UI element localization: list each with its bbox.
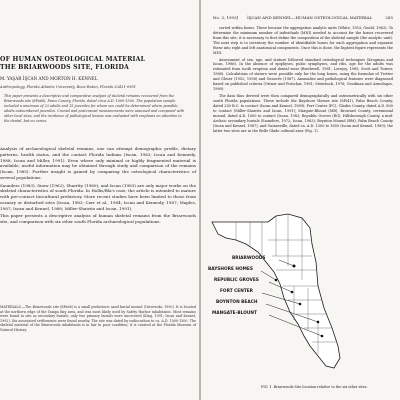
author-line: M. YAŞAR İŞCAN AND MORTON H. KENNEL xyxy=(0,76,98,81)
figure-caption: FIG. 1. Briarwoods Site location relative to the six other sites. xyxy=(261,385,368,389)
page-number: 285 xyxy=(385,15,393,20)
site-point-bayshore xyxy=(275,279,278,282)
body-paragraph: Analysis of archaeological skeletal remains, one can attempt demographic profile, dietary patterns, health status, and the contact Florida Indians (Iscan, 1983; Iscan and Kennedy, 1988; Iscan and Miller, 1991). Even where only minimal or highly fragmented material is available, useful information may be obtained through study and comparison of the remains (Iscan, 1985). Further insight is gained by comparing the osteological characteristics of several populations. xyxy=(0,146,196,180)
site-point-republic xyxy=(291,291,294,294)
article-title-line-2: THE BRIARWOODS SITE, FLORIDA xyxy=(0,64,130,71)
label-margate-blount: MANGATE-BLOUNT xyxy=(212,311,257,316)
site-point-margate xyxy=(321,335,324,338)
florida-map-svg xyxy=(206,200,400,375)
article-title-line-1: OF HUMAN OSTEOLOGICAL MATERIAL xyxy=(0,56,146,63)
body-paragraph: Assessment of sex, age, and stature followed standard osteological techniques (Krogman and Iscan, 1986). In the absence of epiphyses, pubic symphyses, and ribs, age for the adults was estimated from tooth eruption and dental wear (Brothwell, 1981; Lovejoy, 1985; Scott and Turner, 1988). Calculations of stature were possible only for the long bones, using the formulae of Trotter and Gleser (1952; 1958) and Genovés (1967). Anomalies and pathological features were diagnosed based on published criteria (Ortner and Putschar, 1981; Steinbock, 1976; Goodman and Armelagos, 1989). xyxy=(213,57,393,92)
left-body-text xyxy=(0,146,196,227)
site-point-boynton xyxy=(317,321,320,324)
body-paragraph: The data thus derived were then compared demographically and osteometrically with six other south Florida populations. These include the Bayshore Homes site (8Pi41), Palm Beach County, dated 250 B.C. to contact (Iscan and Kennel, 1989); Fort Center (FC), Glades County, dated A.D. 800 to contact (Miller-Shaivitz and Iscan, 1991); Margate-Blount (MB), Broward County, ceremonial mound, dated A.D. 1000 to contact (Iscan, 1983; Republic Groves (RG), Hillsborough County, a mid-Archaic secondary burials (Saunders, 1972; Iscan, 1983); Boynton Mound (BM), Palm Beach County (Iscan and Kennel, 1987), and Gainesville, dated ca. A.D. 1300 to 1650 (Iscan and Kennel, 1989); the latter two sites are in the Belle Glade cultural area (Fig. 1). xyxy=(213,93,393,133)
issue-label: No. 3, 1993] xyxy=(213,15,239,20)
site-location-map xyxy=(206,200,400,375)
label-republic-groves: REPUBLIC GROVES xyxy=(214,278,259,283)
right-page xyxy=(201,0,400,400)
body-paragraph: Saunders (1983), Snow (1962), Sharitty (1980), and Iscan (1983) are only major works on the skeletal characteristics of south Florida. In Hollis/Bla's case, the article is intended to mature with pre-contact biocultural prehistory. More recent studies have been limited to those from ossuary or disturbed sites (Iscan, 1983; Carr et al., 1984; Iscan and Kennedy, 1987; Maples, 1987; Iscan and Kennel, 1988; Miller-Shaivitz and Iscan, 1991). xyxy=(0,182,196,211)
site-point-fortcenter xyxy=(299,303,302,306)
running-header xyxy=(213,15,393,20)
label-boynton-beach: BOYNTON BEACH xyxy=(216,300,258,305)
article-title xyxy=(0,56,196,72)
body-paragraph: sorted within boxes. These became the aggregation analytic units (White, 1953; Gould, 1963). To determine the minimum number of individuals (MNI) needed to account for the bones recovered from this site, it is necessary to first define the composition of the skeletal sample (the analytic unit). The next step is to inventory the number of identifiable bones for each aggregation and separate these into right and left anatomical components. Once this is done, the highest figure represents the MNI. xyxy=(213,26,393,55)
site-point-briarwoods xyxy=(293,265,296,268)
label-bayshore-homes: BAYSHORE HOMES xyxy=(208,267,253,272)
right-body-text xyxy=(213,26,393,135)
left-page xyxy=(0,0,199,400)
abstract: This paper presents a descriptive and comparative analysis of skeletal remains recovered from the Briarwoods site (8Pa66), Pasco County, Florida, dated circa A.D. 1000-1500. The population sample included a minimum of 23 adults and 15 juveniles for whom sex could be determined where possible; adults outnumbered juveniles. Cranial and postcranial measurements were assessed and compared with other local sites, and the incidence of pathological lesions was evaluated with emphasis on attention to the dental, but no caries. xyxy=(4,94,185,123)
label-fort-center: FORT CENTER xyxy=(220,289,253,294)
label-briarwoods: BRIARWOODS xyxy=(232,256,266,261)
affiliation: Anthropology, Florida Atlantic University, Boca Raton, Florida 33431-0991 xyxy=(0,85,136,89)
body-paragraph: This paper presents a descriptive analysis of human skeletal remains from the Briarwoods site, and comparison with six other south Florida archaeological populations. xyxy=(0,213,196,224)
materials-section: MATERIALS.—The Briarwoods site (8Pa66) is a small prehistoric sand burial mound (Ostrowski, 1990). It is located at the northern edge of the Tampa Bay area, and was most likely used by Safety Harbor inhabitants. Most remains were found in situ as secondary burials; only two primary burials were uncovered (King, 1991; Iscan and Kennel, 1992). Six associated settlements were found nearby. The site was dated by radiocarbon to ca. A.D. 1000-1500. The skeletal material of the Briarwoods inhabitants is in fair to poor condition; it is curated at the Florida Museum of Natural History. xyxy=(0,305,196,332)
running-title: İŞCAN AND KENNEL—HUMAN OSTEOLOGICAL MATERIAL xyxy=(247,15,373,20)
